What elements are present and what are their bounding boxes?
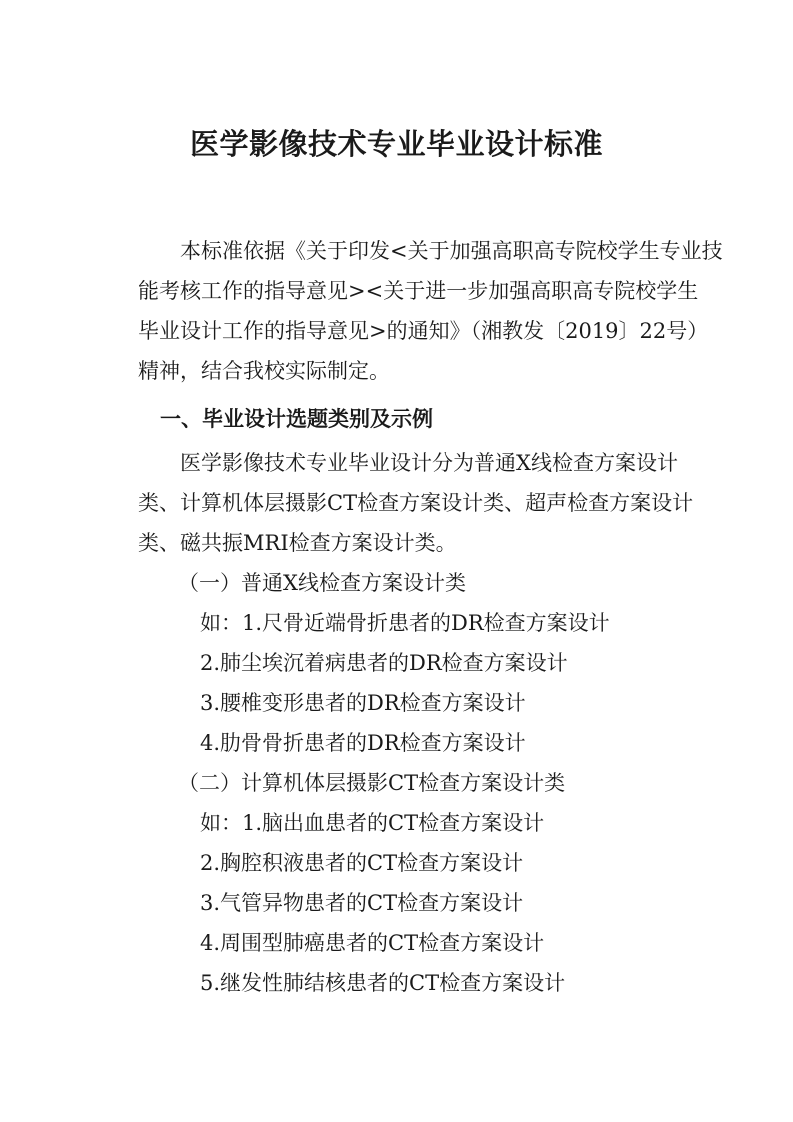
section-heading: 一、毕业设计选题类别及示例	[160, 407, 433, 431]
intro-line: 毕业设计工作的指导意见>的通知》（湘教发〔2019〕22号）	[138, 319, 709, 343]
example-item: 3.气管异物患者的CT检查方案设计	[200, 891, 524, 915]
example-item: 如：1.脑出血患者的CT检查方案设计	[200, 811, 545, 835]
example-item: 2.胸腔积液患者的CT检查方案设计	[200, 851, 524, 875]
example-item: 5.继发性肺结核患者的CT检查方案设计	[200, 971, 566, 995]
subsection-heading: （二）计算机体层摄影CT检查方案设计类	[178, 771, 566, 795]
intro-line: 本标准依据《关于印发<关于加强高职高专院校学生专业技	[138, 239, 723, 263]
intro-line: 精神，结合我校实际制定。	[138, 359, 390, 383]
document-title: 医学影像技术专业毕业设计标准	[189, 127, 603, 161]
section-paragraph-line: 类、计算机体层摄影CT检查方案设计类、超声检查方案设计	[138, 491, 694, 515]
example-item: 3.腰椎变形患者的DR检查方案设计	[200, 691, 526, 715]
example-item: 4.肋骨骨折患者的DR检查方案设计	[200, 731, 526, 755]
intro-line: 能考核工作的指导意见><关于进一步加强高职高专院校学生	[138, 279, 699, 303]
section-paragraph-line: 类、磁共振MRI检查方案设计类。	[138, 531, 457, 555]
example-item: 4.周围型肺癌患者的CT检查方案设计	[200, 931, 545, 955]
section-paragraph-line: 医学影像技术专业毕业设计分为普通X线检查方案设计	[138, 451, 678, 475]
example-item: 2.肺尘埃沉着病患者的DR检查方案设计	[200, 651, 568, 675]
subsection-heading: （一）普通X线检查方案设计类	[178, 571, 466, 595]
example-item: 如：1.尺骨近端骨折患者的DR检查方案设计	[200, 611, 610, 635]
